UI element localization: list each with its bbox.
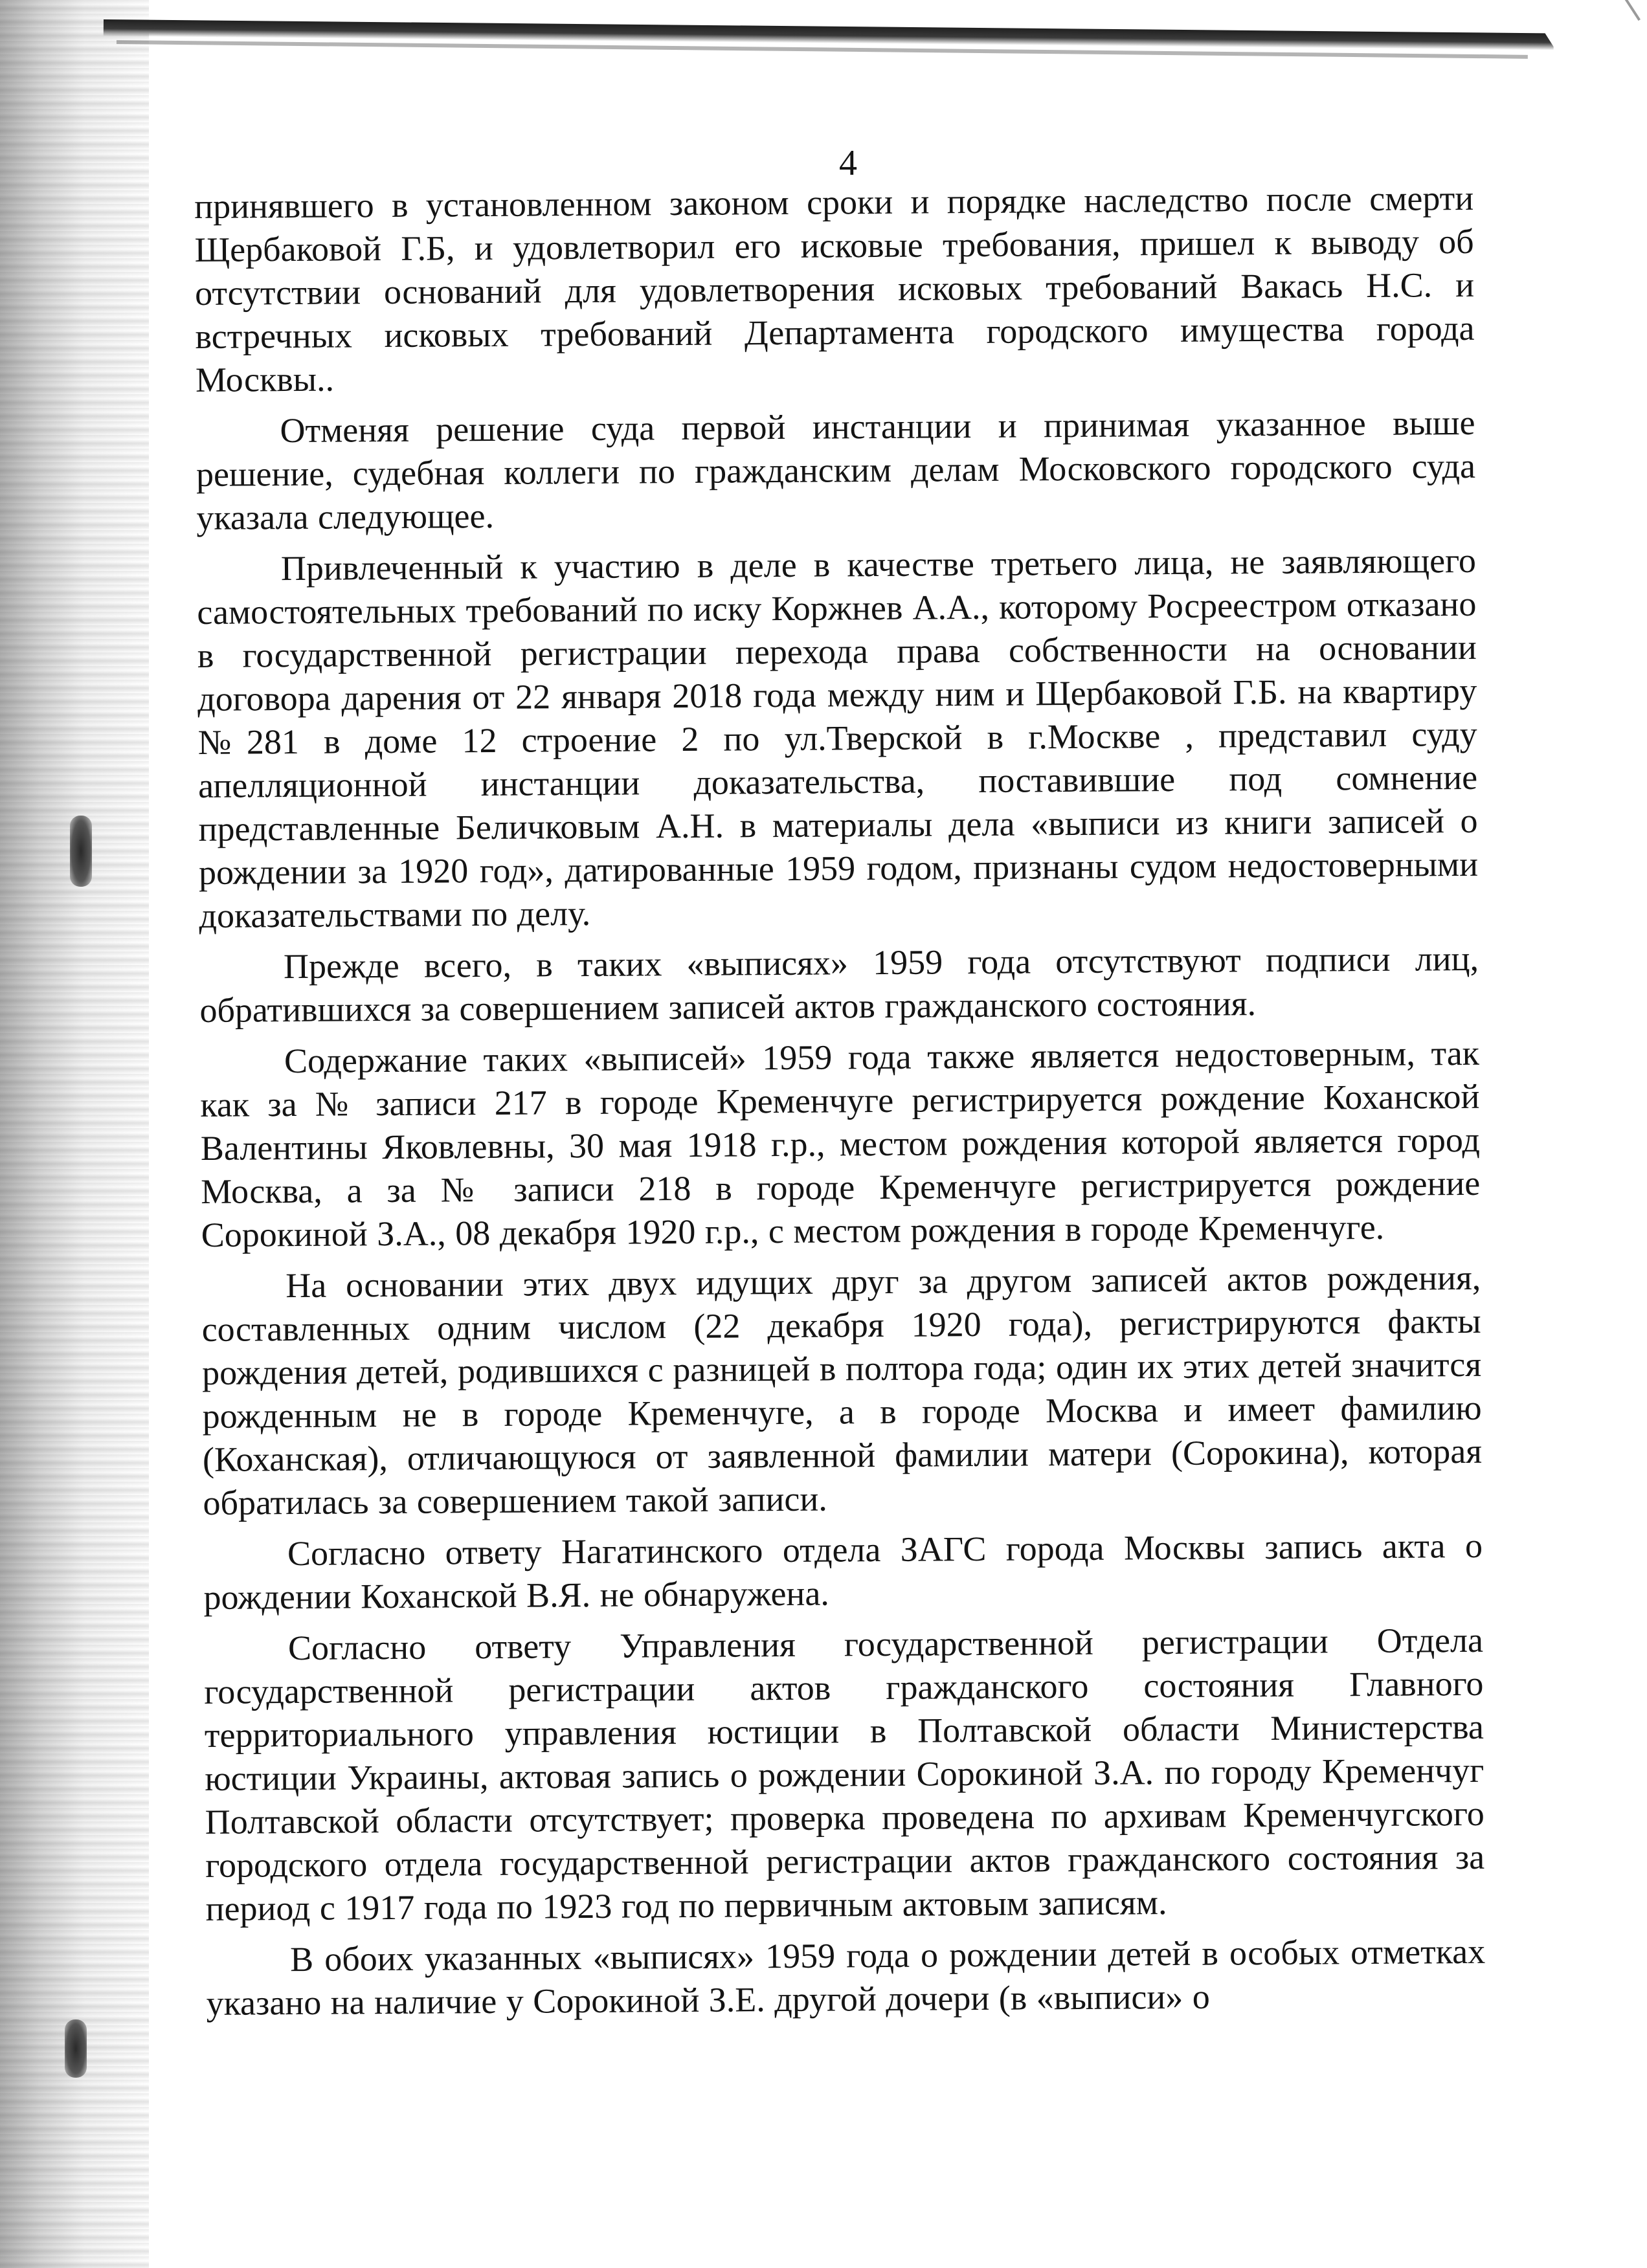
paragraph: Согласно ответу Управления государственной регистрации Отдела государственной регистрации актов гражданского состояния Главного территориального управления юстиции в Полтавской области Министерства юстиции Украины, актовая запись о рождении Сорокиной З.А. по городу Кременчуг Полтавской области отсутствует; проверка проведена по архивам Кременчугского городского отдела государственной регистрации актов гражданского состояния за период с 1917 года по 1923 год по первичным актовым записям. bbox=[204, 1620, 1485, 1928]
paragraph: На основании этих двух идущих друг за другом записей актов рождения, составленных одним числом (22 декабря 1920 года), регистрируются факты рождения детей, родившихся с разницей в полтора года; один их этих детей значится рожденным не в городе Кременчуге, а в городе Москва и имеет фамилию (Коханская), отличающуюся от заявленной фамилии матери (Сорокина), которая обратилась за совершением такой записи. bbox=[201, 1258, 1483, 1522]
document-body bbox=[194, 177, 1486, 2033]
paragraph: принявшего в установленном законом сроки и порядке наследство после смерти Щербаковой Г.Б, и удовлетворил его исковые требования, пришел к выводу об отсутствии оснований для удовлетворения исковых требований Вакась Н.С. и встречных исковых требований Департамента городского имущества города Москвы.. bbox=[194, 178, 1475, 399]
binder-hole-mark bbox=[70, 816, 92, 887]
paragraph: Содержание таких «выписей» 1959 года также является недостоверным, так как за № записи 217 в городе Кременчуге регистрируется рождение Коханской Валентины Яковлевны, 30 мая 1918 г.р., местом рождения которой является город Москва, а за № записи 218 в городе Кременчуге регистрируется рождение Сорокиной З.А., 08 декабря 1920 г.р., с местом рождения в городе Кременчуге. bbox=[200, 1033, 1481, 1254]
paragraph: Отменяя решение суда первой инстанции и принимая указанное выше решение, судебная коллеги по гражданским делам Московского городского суда указала следующее. bbox=[196, 403, 1476, 537]
paragraph: Прежде всего, в таких «выписях» 1959 года отсутствуют подписи лиц, обратившихся за совершением записей актов гражданского состояния. bbox=[199, 939, 1479, 1030]
paragraph: В обоих указанных «выписях» 1959 года о рождении детей в особых отметках указано на наличие у Сорокиной З.Е. другой дочери (в «выписи» о bbox=[206, 1931, 1486, 2023]
paragraph: Привлеченный к участию в деле в качестве третьего лица, не заявляющего самостоятельных требований по иску Коржнев А.А., которому Росреестром отказано в государственной регистрации перехода права собственности на основании договора дарения от 22 января 2018 года между ним и Щербаковой Г.Б. на квартиру №281 в доме 12 строение 2 по ул.Тверской в г.Москве , представил суду апелляционной инстанции доказательства, поставившие под сомнение представленные Беличковым А.Н. в материалы дела «выписи из книги записей о рождении за 1920 год», датированные 1959 годом, признаны судом недостоверными доказательствами по делу. bbox=[197, 540, 1479, 935]
scan-left-edge-shadow bbox=[0, 0, 149, 2268]
page-number: 4 bbox=[839, 143, 857, 183]
binder-hole-mark bbox=[65, 2019, 87, 2078]
paragraph: Согласно ответу Нагатинского отдела ЗАГС города Москвы запись акта о рождении Коханской В.Я. не обнаружена. bbox=[203, 1526, 1483, 1617]
